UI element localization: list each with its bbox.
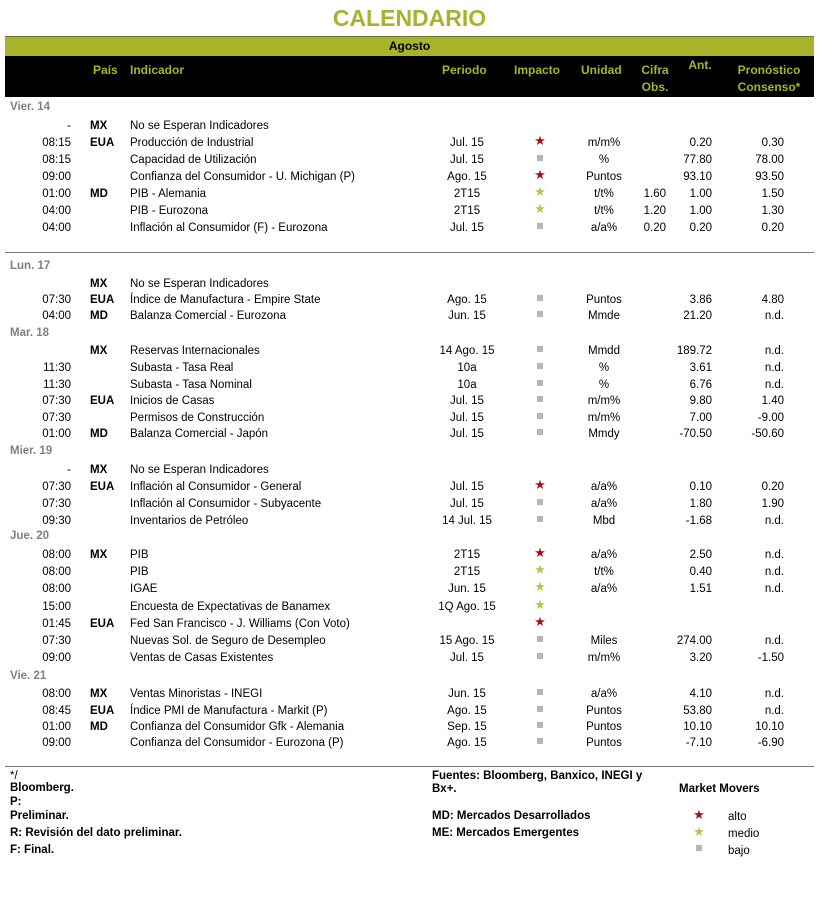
row-unit: % [598,379,610,391]
square-icon [537,311,543,317]
row-indicator: Encuesta de Expectativas de Banamex [130,601,331,613]
square-icon [537,295,543,301]
footer-note-1: Bloomberg. [10,782,74,794]
square-icon [537,706,543,712]
row-period: Jul. 15 [450,428,484,440]
row-indicator: Ventas Minoristas - INEGI [130,688,263,700]
row-period: 10a [457,362,477,374]
star-icon: ★ [534,614,546,629]
square-icon [537,223,543,229]
square-icon [537,722,543,728]
row-obs: 1.20 [643,205,666,217]
row-forecast: 78.00 [755,154,784,166]
row-unit: Mmde [588,310,620,322]
row-forecast: 1.50 [761,188,784,200]
legend-label-alto: alto [728,811,747,823]
footer-note-0: */ [10,770,18,782]
star-icon: ★ [534,477,546,492]
row-period: Jul. 15 [450,222,484,234]
row-country: MX [90,464,108,476]
star-icon: ★ [534,562,546,577]
row-period: Jun. 15 [448,310,486,322]
row-forecast: -1.50 [757,652,784,664]
row-period: Ago. 15 [447,705,487,717]
row-unit: % [598,362,610,374]
row-unit: a/a% [590,481,618,493]
square-icon [537,499,543,505]
row-forecast: n.d. [764,379,784,391]
row-time: 07:30 [42,294,71,306]
row-previous: 4.10 [689,688,712,700]
row-time: 09:30 [42,515,71,527]
row-previous: 53.80 [683,705,712,717]
day-separator [5,252,814,253]
legend-label-bajo: bajo [728,845,750,857]
row-indicator: Índice PMI de Manufactura - Markit (P) [130,705,328,717]
row-time: 01:00 [42,428,71,440]
square-icon [537,636,543,642]
row-previous: 0.20 [689,222,712,234]
row-forecast: n.d. [764,362,784,374]
footer-note-2: P: [10,796,22,808]
row-indicator: Subasta - Tasa Nominal [130,379,252,391]
row-unit: Puntos [586,171,622,183]
square-icon [537,155,543,161]
row-obs: 1.60 [643,188,666,200]
row-period: 14 Jul. 15 [442,515,492,527]
row-indicator: No se Esperan Indicadores [130,120,269,132]
row-country: MX [90,549,108,561]
row-forecast: 0.30 [761,137,784,149]
day-label: Vier. 14 [10,101,51,113]
row-period: 10a [457,379,477,391]
row-time: - [67,464,71,476]
row-country: MX [90,345,108,357]
row-period: Jul. 15 [450,498,484,510]
row-period: 2T15 [453,566,481,578]
header-consenso: Consenso* [737,80,801,94]
day-label: Mier. 19 [10,445,53,457]
row-indicator: PIB - Eurozona [130,205,208,217]
footer-md-note: MD: Mercados Desarrollados [432,810,591,822]
row-previous: 9.80 [689,395,712,407]
legend-title: Market Movers [679,783,760,795]
row-period: Jul. 15 [450,154,484,166]
row-indicator: Índice de Manufactura - Empire State [130,294,321,306]
header-ant: Ant. [688,58,712,72]
row-unit: Miles [590,635,618,647]
row-time: 09:00 [42,171,71,183]
row-forecast: 1.40 [761,395,784,407]
row-indicator: Confianza del Consumidor - U. Michigan (P) [130,171,355,183]
row-country: EUA [90,618,115,630]
header-periodo: Periodo [442,63,487,77]
row-indicator: Permisos de Construcción [130,412,265,424]
row-time: 07:30 [42,635,71,647]
row-indicator: PIB [130,566,149,578]
row-period: 15 Ago. 15 [439,635,495,647]
row-forecast: n.d. [764,310,784,322]
row-forecast: n.d. [764,549,784,561]
row-time: 04:00 [42,205,71,217]
row-forecast: n.d. [764,688,784,700]
row-time: 08:45 [42,705,71,717]
row-time: 08:15 [42,137,71,149]
row-previous: 3.61 [689,362,712,374]
row-time: 01:45 [42,618,71,630]
row-unit: m/m% [587,412,621,424]
row-time: 07:30 [42,498,71,510]
row-time: 08:00 [42,549,71,561]
row-obs: 0.20 [643,222,666,234]
row-unit: m/m% [587,137,621,149]
row-country: MD [90,188,108,200]
square-icon [537,429,543,435]
row-period: Jul. 15 [450,412,484,424]
row-forecast: 0.20 [761,481,784,493]
row-previous: 0.20 [689,137,712,149]
row-unit: Puntos [586,294,622,306]
row-unit: m/m% [587,395,621,407]
row-previous: 1.00 [689,205,712,217]
table-header [5,56,814,97]
square-icon [537,380,543,386]
row-unit: Puntos [586,737,622,749]
square-icon [537,653,543,659]
row-indicator: Inicios de Casas [130,395,215,407]
row-period: 2T15 [453,205,481,217]
header-unidad: Unidad [581,63,622,77]
row-forecast: n.d. [764,635,784,647]
square-icon [537,413,543,419]
row-forecast: -6.90 [757,737,784,749]
page-title: CALENDARIO [332,5,487,31]
square-icon [537,363,543,369]
row-forecast: 10.10 [755,721,784,733]
row-indicator: Capacidad de Utilización [130,154,257,166]
row-period: Ago. 15 [447,737,487,749]
row-previous: 0.40 [689,566,712,578]
row-time: 11:30 [43,362,71,374]
row-period: 2T15 [453,549,481,561]
row-previous: 0.10 [689,481,712,493]
footer-sources: Fuentes: Bloomberg, Banxico, INEGI y [432,770,643,782]
row-unit: Mbd [592,515,616,527]
row-unit: m/m% [587,652,621,664]
row-unit: Mmdd [588,345,620,357]
row-previous: 1.80 [689,498,712,510]
row-period: Ago. 15 [447,171,487,183]
row-indicator: Inflación al Consumidor (F) - Eurozona [130,222,328,234]
row-previous: 1.00 [689,188,712,200]
row-time: 01:00 [42,188,71,200]
row-country: MX [90,120,108,132]
row-indicator: IGAE [130,583,158,595]
row-country: MD [90,428,108,440]
row-time: 15:00 [42,601,71,613]
row-forecast: -9.00 [757,412,784,424]
row-time: 04:00 [42,222,71,234]
row-country: MX [90,278,108,290]
row-forecast: 4.80 [761,294,784,306]
row-time: 08:15 [42,154,71,166]
footer-sources-cont: Bx+. [432,783,457,795]
row-unit: a/a% [590,222,618,234]
header-indicador: Indicador [130,63,185,77]
day-label: Jue. 20 [10,530,49,542]
row-unit: a/a% [590,688,618,700]
row-indicator: Reservas Internacionales [130,345,260,357]
row-indicator: No se Esperan Indicadores [130,278,269,290]
row-unit: Puntos [586,721,622,733]
row-indicator: Inflación al Consumidor - Subyacente [130,498,322,510]
row-unit: t/t% [594,188,614,200]
header-pronostico: Pronóstico [737,63,801,77]
star-icon: ★ [534,167,546,182]
row-previous: -1.68 [685,515,712,527]
row-unit: Mmdy [588,428,620,440]
row-time: - [67,120,71,132]
row-country: MD [90,310,108,322]
star-icon: ★ [534,597,546,612]
footer-me-note: ME: Mercados Emergentes [432,827,579,839]
row-time: 08:00 [42,566,71,578]
row-forecast: 0.20 [761,222,784,234]
row-indicator: No se Esperan Indicadores [130,464,269,476]
month-bar: Agosto [5,36,814,57]
row-period: 2T15 [453,188,481,200]
row-time: 01:00 [42,721,71,733]
row-previous: 77.80 [683,154,712,166]
row-indicator: PIB - Alemania [130,188,207,200]
row-country: EUA [90,395,115,407]
row-forecast: 93.50 [755,171,784,183]
row-unit: Puntos [586,705,622,717]
row-previous: 274.00 [676,635,712,647]
row-time: 07:30 [42,395,71,407]
row-previous: 2.50 [689,549,712,561]
row-indicator: Confianza del Consumidor - Eurozona (P) [130,737,344,749]
row-previous: 10.10 [683,721,712,733]
day-label: Vie. 21 [10,670,47,682]
star-icon: ★ [693,807,705,822]
row-time: 04:00 [42,310,71,322]
row-country: EUA [90,294,115,306]
row-time: 07:30 [42,481,71,493]
row-previous: 7.00 [689,412,712,424]
row-country: MD [90,721,108,733]
row-forecast: 1.30 [761,205,784,217]
row-period: Ago. 15 [447,294,487,306]
table-bottom-rule [5,766,814,767]
footer-note-3: Preliminar. [10,810,69,822]
row-forecast: -50.60 [751,428,784,440]
star-icon: ★ [534,184,546,199]
row-previous: -7.10 [685,737,712,749]
row-period: Jul. 15 [450,137,484,149]
footer-note-5: F: Final. [10,844,55,856]
square-icon [537,346,543,352]
square-icon [537,396,543,402]
square-icon [537,689,543,695]
row-indicator: Nuevas Sol. de Seguro de Desempleo [130,635,326,647]
row-indicator: Fed San Francisco - J. Williams (Con Voto) [130,618,350,630]
row-time: 07:30 [42,412,71,424]
row-forecast: n.d. [764,566,784,578]
row-indicator: Producción de Industrial [130,137,254,149]
header-cifra: Cifra [641,63,669,77]
star-icon: ★ [534,201,546,216]
row-forecast: n.d. [764,583,784,595]
star-icon: ★ [693,824,705,839]
row-time: 08:00 [42,688,71,700]
row-previous: 189.72 [676,345,712,357]
row-indicator: Inflación al Consumidor - General [130,481,302,493]
header-pais: País [93,63,118,77]
row-time: 09:00 [42,737,71,749]
star-icon: ★ [534,545,546,560]
row-unit: t/t% [594,205,614,217]
row-time: 09:00 [42,652,71,664]
row-previous: 1.51 [689,583,712,595]
row-forecast: n.d. [764,345,784,357]
row-indicator: PIB [130,549,149,561]
row-forecast: n.d. [764,515,784,527]
row-period: Jun. 15 [448,688,486,700]
row-indicator: Balanza Comercial - Eurozona [130,310,286,322]
row-forecast: 1.90 [761,498,784,510]
row-indicator: Ventas de Casas Existentes [130,652,274,664]
row-forecast: n.d. [764,705,784,717]
row-previous: 3.86 [689,294,712,306]
row-indicator: Inventarios de Petróleo [130,515,249,527]
header-obs: Obs. [641,80,669,94]
legend-label-medio: medio [728,828,760,840]
row-previous: 93.10 [683,171,712,183]
row-period: Jul. 15 [450,652,484,664]
row-unit: t/t% [594,566,614,578]
day-label: Mar. 18 [10,327,49,339]
row-country: EUA [90,705,115,717]
row-country: EUA [90,137,115,149]
row-indicator: Balanza Comercial - Japón [130,428,269,440]
row-previous: -70.50 [679,428,712,440]
day-label: Lun. 17 [10,260,51,272]
row-period: Jul. 15 [450,395,484,407]
row-period: 14 Ago. 15 [439,345,495,357]
header-impacto: Impacto [514,63,561,77]
row-unit: a/a% [590,549,618,561]
row-previous: 3.20 [689,652,712,664]
row-unit: a/a% [590,498,618,510]
square-icon [537,516,543,522]
square-icon [696,845,702,851]
row-indicator: Subasta - Tasa Real [130,362,234,374]
square-icon [537,738,543,744]
row-time: 11:30 [43,379,71,391]
row-country: MX [90,688,108,700]
row-time: 08:00 [42,583,71,595]
row-period: Sep. 15 [447,721,487,733]
row-unit: % [598,154,610,166]
row-unit: a/a% [590,583,618,595]
star-icon: ★ [534,133,546,148]
row-previous: 6.76 [689,379,712,391]
row-previous: 21.20 [683,310,712,322]
footer-note-4: R: Revisión del dato preliminar. [10,827,182,839]
row-period: Jun. 15 [448,583,486,595]
row-indicator: Confianza del Consumidor Gfk - Alemania [130,721,345,733]
star-icon: ★ [534,579,546,594]
row-period: 1Q Ago. 15 [438,601,496,613]
row-country: EUA [90,481,115,493]
row-period: Jul. 15 [450,481,484,493]
